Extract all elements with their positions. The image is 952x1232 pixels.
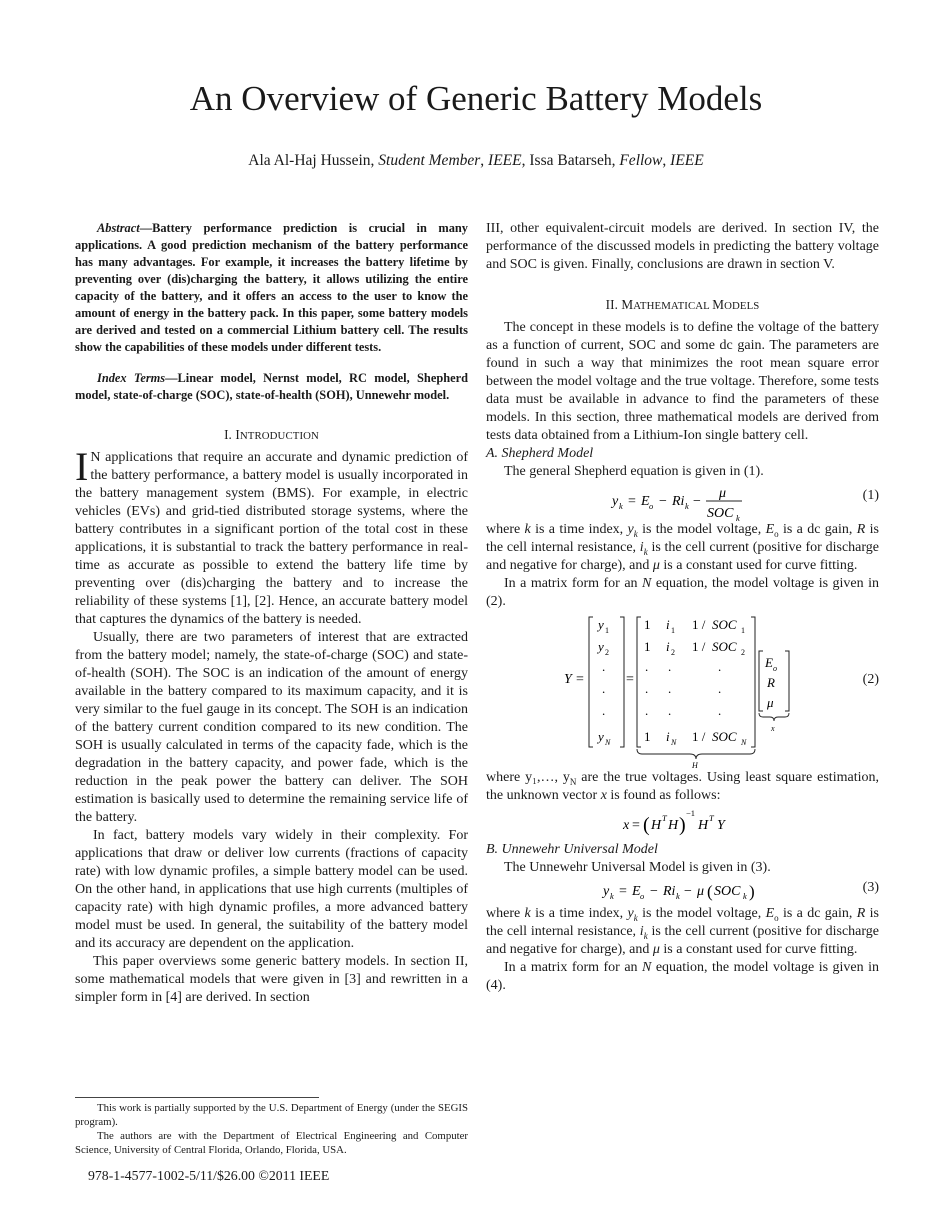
svg-text:x: x [771, 724, 775, 733]
footnote-funding: This work is partially supported by the U.S. Department of Energy (under the SEGIS program). [75, 1102, 468, 1128]
svg-text:E: E [765, 655, 773, 670]
svg-text:k: k [676, 891, 680, 901]
equation-least-squares [486, 805, 879, 841]
svg-text:.: . [645, 703, 649, 718]
shepherd-variable-definitions: where k is a time index, $y_k$ is the model voltage, $E_o$ is a dc gain, R is the cell internal resistance, $i_k$ is the cell current (positive for discharge and negative for charge), and μ is a constant used for curve fitting. [486, 522, 879, 573]
svg-text:μ: μ [767, 695, 774, 710]
abstract: Abstract—Battery performance prediction is crucial in many applications. A good prediction mechanism of the battery performance has many advantages. For example, it increases the battery lifetime by preventing over (dis)charging the battery, it allows utilizing the entire capacity of the battery, and it offers an access to the user to know the amount of energy in the battery pack. In this paper, some battery models are derived and tested on a commercial Lithium battery cell. The results show the capabilities of these models under different tests. [75, 221, 468, 354]
equation-3-formula [486, 877, 806, 905]
svg-text:1: 1 [644, 617, 651, 632]
svg-text:−1: −1 [686, 808, 696, 818]
svg-text:−: − [650, 884, 658, 899]
footnote-affiliation: The authors are with the Department of Electrical Engineering and Computer Science, University of Central Florida, Orlando, Florida, USA. [75, 1130, 468, 1156]
section-heading-introduction: I. INTRODUCTION [224, 427, 319, 442]
svg-text:SOC: SOC [714, 884, 741, 899]
svg-text:): ) [749, 882, 755, 901]
svg-text:.: . [718, 659, 722, 674]
svg-text:2: 2 [671, 648, 675, 657]
svg-text:i: i [666, 729, 670, 744]
svg-text:x: x [623, 818, 630, 833]
svg-text:.: . [668, 659, 672, 674]
footnotes [75, 1101, 468, 1157]
index-terms: Index Terms—Linear model, Nernst model, RC model, Shepherd model, state-of-charge (SOC), state-of-health (SOH), Unnewehr model. [75, 371, 468, 402]
svg-text:SOC: SOC [707, 506, 734, 521]
svg-text:=: = [628, 494, 636, 509]
svg-text:): ) [679, 814, 686, 836]
equation-2 [486, 611, 879, 769]
section-heading-math-models: II. MATHEMATICAL MODELS [605, 297, 760, 312]
svg-text:1: 1 [671, 626, 675, 635]
svg-text:.: . [718, 703, 722, 718]
svg-text:1 /: 1 / [692, 617, 706, 632]
drop-cap: I [75, 444, 89, 489]
unnewehr-matrix-intro: In a matrix form for an N equation, the model voltage is given in (4). [486, 960, 879, 993]
svg-text:=: = [626, 672, 634, 687]
svg-text:Y: Y [564, 672, 572, 687]
svg-text:N: N [605, 738, 611, 747]
svg-text:1: 1 [741, 626, 745, 635]
equation-2-number: (2) [862, 672, 879, 687]
svg-text:SOC: SOC [712, 617, 737, 632]
svg-text:y: y [598, 617, 604, 632]
left-column [75, 220, 468, 1007]
svg-text:.: . [645, 659, 649, 674]
equation-1-formula [486, 481, 806, 521]
svg-text:y: y [598, 639, 604, 654]
intro-paragraph-2: Usually, there are two parameters of interest that are extracted from the battery model; namely, the state-of-charge (SOC) and state-of-health (SOH). The SOC is an indication of the amount of energy available in the battery compared to its maximum capacity, and it is very similar to the fuel gauge in its concept. The SOH is an indication of the battery current condition compared to its new condition. The SOH is usually calculated in terms of the capacity fade, which is the degradation in the battery capacity, and power fade, which is the reduction in the peak power the battery can deliver. The SOH estimation is basically used to determine the remaining service life of the battery. [75, 630, 468, 825]
svg-text:E: E [641, 494, 650, 509]
svg-text:.: . [668, 703, 672, 718]
svg-text:(: ( [643, 814, 650, 836]
svg-text:Y: Y [717, 818, 725, 833]
intro-paragraph-1: I N applications that require an accurate and dynamic prediction of the battery performance, a battery model is usually incorporated in the battery management system (BMS). For example, in electric vehicles (EVs) and grid-tied distributed storage systems, where the battery contributes in a significant portion of the total cost in these applications, it is substantial to track the battery performance in real-time as accurate as possible to extend the battery life time by preventing over (dis)charging the battery and to increase the reliability of these systems [1], [2]. Hence, an accurate battery model that captures the dynamics of the battery is needed. [75, 444, 468, 627]
shepherd-matrix-intro: In a matrix form for an N equation, the model voltage is given in (2). [486, 576, 879, 609]
svg-text:y: y [603, 884, 610, 899]
svg-text:.: . [668, 681, 672, 696]
paper-title: An Overview of Generic Battery Models [189, 79, 763, 118]
subsection-heading-unnewehr: B. Unnewehr Universal Model [486, 842, 658, 857]
unnewehr-intro: The Unnewehr Universal Model is given in (3). [504, 860, 771, 875]
svg-text:T: T [662, 813, 667, 823]
svg-text:1 /: 1 / [692, 639, 706, 654]
svg-text:T: T [709, 813, 714, 823]
svg-text:1: 1 [644, 729, 651, 744]
svg-text:(: ( [707, 882, 713, 901]
svg-text:μ: μ [719, 486, 727, 501]
subsection-heading-shepherd: A. Shepherd Model [486, 446, 594, 461]
svg-text:1: 1 [605, 626, 609, 635]
svg-text:k: k [685, 501, 689, 511]
svg-text:−: − [693, 494, 701, 509]
svg-text:o: o [640, 891, 645, 901]
svg-text:Ri: Ri [663, 884, 676, 899]
svg-text:1 /: 1 / [692, 729, 706, 744]
intro-paragraph-3: In fact, battery models vary widely in their complexity. For applications that draw or deliver low currents (fractions of capacity rate) with low dynamic profiles, a simple battery model can be used. On the other hand, in applications that use high currents (multiples of capacity rate) with high dynamic profiles, a more advanced battery model must be used. In general, the suitability of the battery model and its accuracy are dependent on the application. [75, 828, 468, 951]
author-line: Ala Al-Haj Hussein, Student Member, IEEE, Issa Batarseh, Fellow, IEEE [248, 152, 704, 169]
svg-text:k: k [619, 501, 623, 511]
svg-text:.: . [602, 703, 606, 718]
svg-text:E: E [632, 884, 641, 899]
footnote-rule [75, 1097, 319, 1098]
svg-text:H: H [651, 818, 662, 833]
right-column [486, 220, 879, 995]
svg-text:.: . [602, 659, 606, 674]
svg-text:.: . [645, 681, 649, 696]
unnewehr-variable-definitions: where k is a time index, $y_k$ is the model voltage, $E_o$ is a dc gain, R is the cell internal resistance, $i_k$ is the cell current (positive for discharge and negative for charge), and μ is a constant used for curve fitting. [486, 906, 879, 957]
isbn-line: 978-1-4577-1002-5/11/$26.00 ©2011 IEEE [88, 1168, 330, 1183]
svg-text:2: 2 [605, 648, 609, 657]
svg-text:.: . [602, 681, 606, 696]
svg-text:=: = [632, 818, 640, 833]
equation-3-number: (3) [862, 880, 879, 895]
svg-text:H: H [668, 818, 679, 833]
svg-text:k: k [743, 891, 747, 901]
equation-1-number: (1) [862, 488, 879, 503]
svg-text:=: = [576, 672, 584, 687]
svg-text:2: 2 [741, 648, 745, 657]
svg-text:o: o [649, 501, 654, 511]
svg-text:y: y [598, 729, 604, 744]
svg-text:.: . [718, 681, 722, 696]
svg-text:o: o [773, 664, 777, 673]
svg-text:k: k [610, 891, 614, 901]
math-paragraph-1: The concept in these models is to define the voltage of the battery as a function of current, SOC and some dc gain. The parameters are found in such a way that minimizes the root mean square error between the model voltage and the true voltage. Therefore, some tests data must be available in advance to find the parameters of these models. In this section, three mathematical models are derived from tests data obtained from a Lithium-Ion single battery cell. [486, 320, 879, 443]
svg-text:−: − [659, 494, 667, 509]
svg-text:1: 1 [644, 639, 651, 654]
equation-3 [486, 877, 879, 905]
shepherd-intro: The general Shepherd equation is given in (1). [504, 464, 764, 479]
svg-text:y: y [612, 494, 619, 509]
svg-text:Ri: Ri [672, 494, 685, 509]
svg-text:N: N [741, 738, 747, 747]
svg-text:SOC: SOC [712, 729, 737, 744]
intro-paragraph-4: This paper overviews some generic battery models. In section II, some mathematical models that were given in [3] and rewritten in a simpler form in [4] are derived. In section [75, 954, 468, 1005]
svg-text:H: H [692, 761, 698, 769]
equation-1 [486, 481, 879, 521]
svg-text:H: H [698, 818, 709, 833]
intro-paragraph-5: III, other equivalent-circuit models are derived. In section IV, the performance of the discussed models in predicting the battery voltage and SOC is given. Finally, conclusions are drawn in section V. [486, 221, 879, 272]
svg-text:−: − [684, 884, 692, 899]
svg-text:=: = [619, 884, 627, 899]
svg-text:N: N [671, 738, 677, 747]
least-squares-formula [486, 805, 879, 841]
least-squares-text: where y₁,…, $y_N$ are the true voltages. Using least square estimation, the unknown vector x is found as follows: [486, 770, 879, 803]
svg-text:SOC: SOC [712, 639, 737, 654]
svg-text:μ: μ [697, 884, 705, 899]
svg-text:i: i [666, 617, 670, 632]
svg-text:R: R [767, 675, 775, 690]
svg-text:i: i [666, 639, 670, 654]
equation-2-matrix [486, 611, 806, 769]
svg-text:k: k [736, 513, 740, 521]
